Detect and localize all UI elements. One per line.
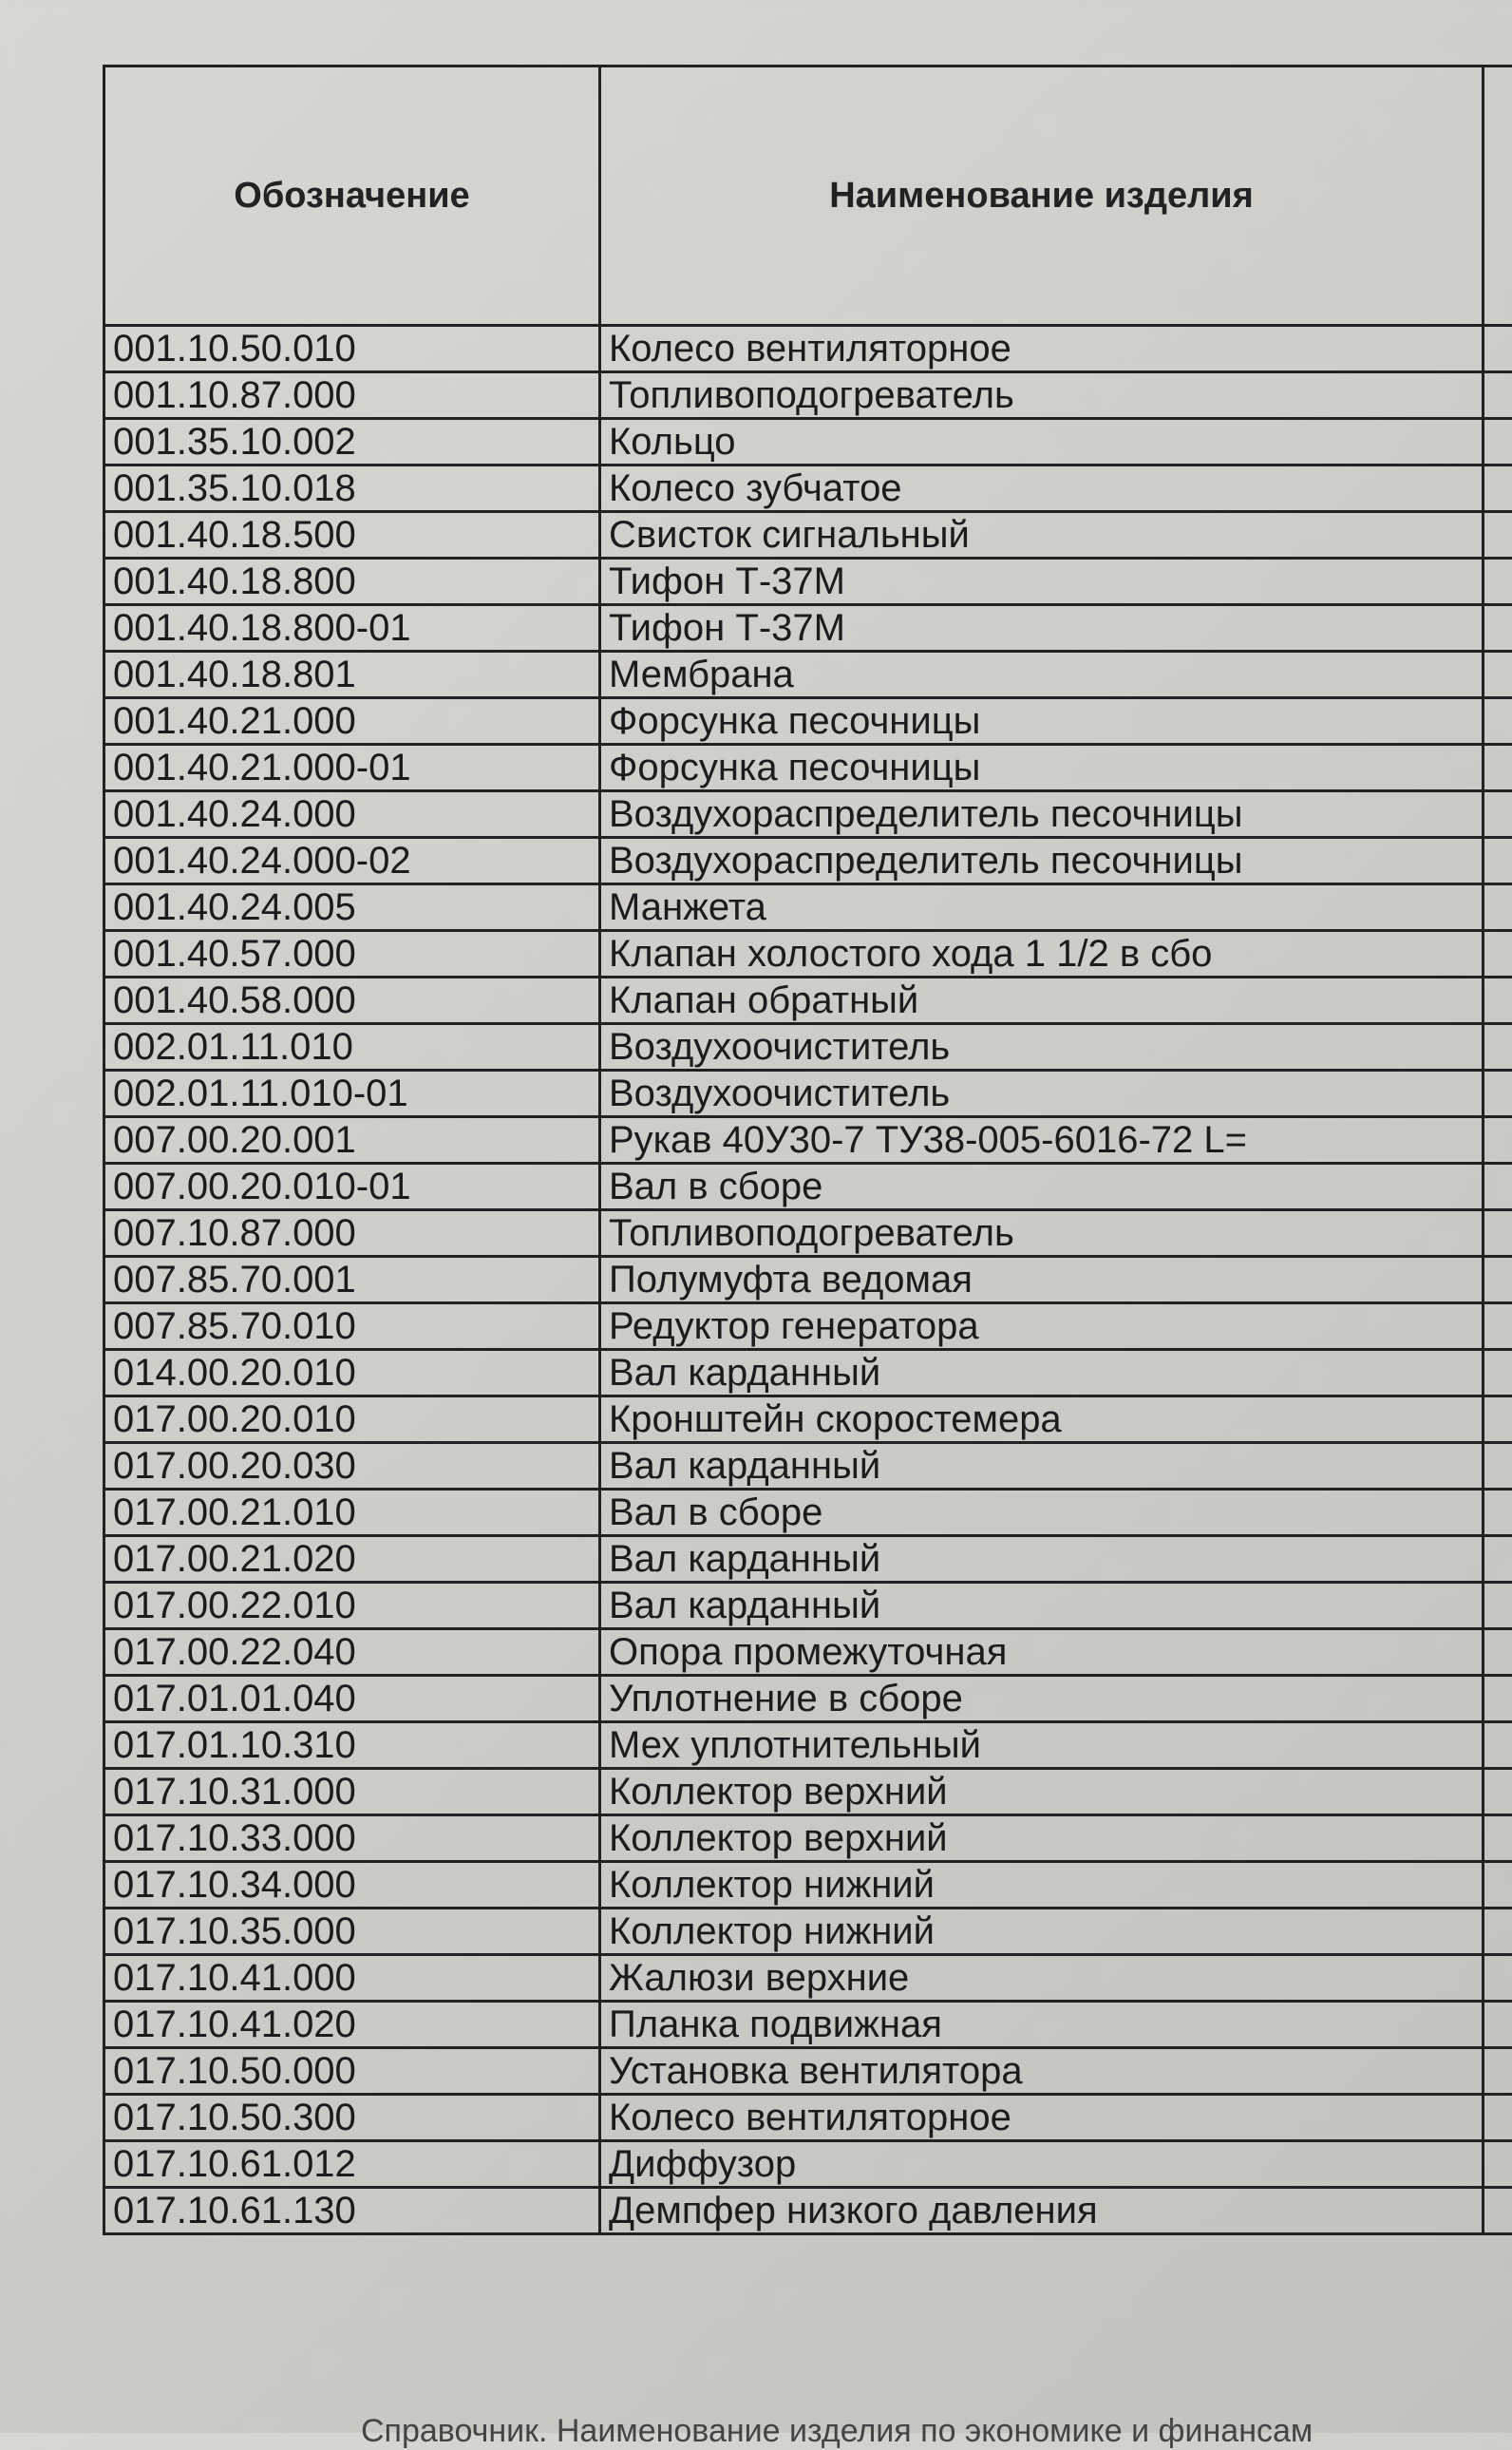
extra-cell [1484, 1536, 1512, 1583]
extra-cell [1484, 1583, 1512, 1629]
designation-cell: 001.40.18.801 [104, 652, 600, 698]
table-row [104, 465, 1512, 512]
extra-cell [1484, 1210, 1512, 1257]
product-name-cell: Форсунка песочницы [600, 698, 1484, 745]
table-row [104, 1117, 1512, 1164]
extra-cell [1484, 1722, 1512, 1769]
header-product-name: Наименование изделия [600, 66, 1484, 326]
designation-cell: 007.85.70.010 [104, 1303, 600, 1350]
extra-cell [1484, 465, 1512, 512]
extra-cell [1484, 2095, 1512, 2141]
parts-table [103, 65, 1512, 2235]
table-row [104, 2141, 1512, 2188]
extra-cell [1484, 2188, 1512, 2234]
table-row [104, 745, 1512, 791]
table-row [104, 1629, 1512, 1676]
product-name-cell: Топливоподогреватель [600, 372, 1484, 419]
table-row [104, 1583, 1512, 1629]
extra-cell [1484, 745, 1512, 791]
table-row [104, 1443, 1512, 1490]
designation-cell: 014.00.20.010 [104, 1350, 600, 1396]
designation-cell: 001.35.10.018 [104, 465, 600, 512]
product-name-cell: Диффузор [600, 2141, 1484, 2188]
extra-cell [1484, 605, 1512, 652]
extra-cell [1484, 1071, 1512, 1117]
extra-cell [1484, 791, 1512, 838]
table-row [104, 652, 1512, 698]
table-row [104, 1490, 1512, 1536]
table-row [104, 1303, 1512, 1350]
product-name-cell: Клапан обратный [600, 978, 1484, 1024]
product-name-cell: Мех уплотнительный [600, 1722, 1484, 1769]
table-row [104, 791, 1512, 838]
extra-cell [1484, 1257, 1512, 1303]
designation-cell: 001.35.10.002 [104, 419, 600, 465]
product-name-cell: Манжета [600, 884, 1484, 931]
product-name-cell: Воздухораспределитель песочницы [600, 838, 1484, 884]
extra-cell [1484, 1164, 1512, 1210]
product-name-cell: Воздухоочиститель [600, 1071, 1484, 1117]
designation-cell: 007.00.20.010-01 [104, 1164, 600, 1210]
header-row [104, 66, 1512, 326]
table-row [104, 372, 1512, 419]
designation-cell: 017.10.41.000 [104, 1955, 600, 2002]
table-row [104, 1815, 1512, 1862]
extra-cell [1484, 1350, 1512, 1396]
extra-cell [1484, 1117, 1512, 1164]
table-row [104, 1210, 1512, 1257]
designation-cell: 017.10.35.000 [104, 1909, 600, 1955]
product-name-cell: Кронштейн скоростемера [600, 1396, 1484, 1443]
designation-cell: 001.10.50.010 [104, 326, 600, 372]
product-name-cell: Колесо вентиляторное [600, 326, 1484, 372]
designation-cell: 007.00.20.001 [104, 1117, 600, 1164]
designation-cell: 017.01.10.310 [104, 1722, 600, 1769]
extra-cell [1484, 1676, 1512, 1722]
product-name-cell: Топливоподогреватель [600, 1210, 1484, 1257]
table-row [104, 419, 1512, 465]
table-row [104, 1909, 1512, 1955]
designation-cell: 001.40.21.000-01 [104, 745, 600, 791]
extra-cell [1484, 652, 1512, 698]
extra-cell [1484, 512, 1512, 559]
designation-cell: 017.10.33.000 [104, 1815, 600, 1862]
product-name-cell: Вал в сборе [600, 1490, 1484, 1536]
designation-cell: 017.01.01.040 [104, 1676, 600, 1722]
product-name-cell: Клапан холостого хода 1 1/2 в сбо [600, 931, 1484, 978]
designation-cell: 001.40.24.000 [104, 791, 600, 838]
designation-cell: 017.10.61.012 [104, 2141, 600, 2188]
table-row [104, 512, 1512, 559]
table-row [104, 838, 1512, 884]
table-row [104, 1071, 1512, 1117]
extra-cell [1484, 931, 1512, 978]
product-name-cell: Свисток сигнальный [600, 512, 1484, 559]
extra-cell [1484, 1303, 1512, 1350]
designation-cell: 001.40.24.000-02 [104, 838, 600, 884]
product-name-cell: Вал карданный [600, 1350, 1484, 1396]
designation-cell: 017.00.20.010 [104, 1396, 600, 1443]
table-header [104, 66, 1512, 326]
extra-cell [1484, 838, 1512, 884]
extra-cell [1484, 1443, 1512, 1490]
table-body [104, 326, 1512, 2234]
table-row [104, 1676, 1512, 1722]
extra-cell [1484, 419, 1512, 465]
extra-cell [1484, 884, 1512, 931]
product-name-cell: Форсунка песочницы [600, 745, 1484, 791]
table-row [104, 978, 1512, 1024]
extra-cell [1484, 1490, 1512, 1536]
table-row [104, 2095, 1512, 2141]
product-name-cell: Воздухоочиститель [600, 1024, 1484, 1071]
designation-cell: 017.10.50.300 [104, 2095, 600, 2141]
table-row [104, 1769, 1512, 1815]
product-name-cell: Вал в сборе [600, 1164, 1484, 1210]
product-name-cell: Вал карданный [600, 1583, 1484, 1629]
table-row [104, 1024, 1512, 1071]
table-row [104, 1862, 1512, 1909]
product-name-cell: Демпфер низкого давления [600, 2188, 1484, 2234]
product-name-cell: Рукав 40У30-7 ТУ38-005-6016-72 L= [600, 1117, 1484, 1164]
designation-cell: 017.10.61.130 [104, 2188, 600, 2234]
designation-cell: 001.40.18.800 [104, 559, 600, 605]
product-name-cell: Кольцо [600, 419, 1484, 465]
extra-cell [1484, 1024, 1512, 1071]
designation-cell: 001.10.87.000 [104, 372, 600, 419]
table-row [104, 698, 1512, 745]
extra-cell [1484, 559, 1512, 605]
product-name-cell: Вал карданный [600, 1443, 1484, 1490]
extra-cell [1484, 2141, 1512, 2188]
designation-cell: 017.00.21.020 [104, 1536, 600, 1583]
table-row [104, 1350, 1512, 1396]
product-name-cell: Колесо зубчатое [600, 465, 1484, 512]
designation-cell: 002.01.11.010-01 [104, 1071, 600, 1117]
extra-cell [1484, 1955, 1512, 2002]
table-row [104, 1164, 1512, 1210]
designation-cell: 001.40.21.000 [104, 698, 600, 745]
table-row [104, 884, 1512, 931]
product-name-cell: Тифон Т-37М [600, 605, 1484, 652]
extra-cell [1484, 1815, 1512, 1862]
header-designation: Обозначение [104, 66, 600, 326]
designation-cell: 002.01.11.010 [104, 1024, 600, 1071]
extra-cell [1484, 978, 1512, 1024]
designation-cell: 017.00.20.030 [104, 1443, 600, 1490]
table-row [104, 326, 1512, 372]
table-row [104, 1257, 1512, 1303]
designation-cell: 017.10.31.000 [104, 1769, 600, 1815]
extra-cell [1484, 2002, 1512, 2048]
product-name-cell: Мембрана [600, 652, 1484, 698]
table-row [104, 2002, 1512, 2048]
product-name-cell: Жалюзи верхние [600, 1955, 1484, 2002]
table-row [104, 559, 1512, 605]
designation-cell: 007.10.87.000 [104, 1210, 600, 1257]
product-name-cell: Тифон Т-37М [600, 559, 1484, 605]
table-row [104, 1536, 1512, 1583]
extra-cell [1484, 1862, 1512, 1909]
designation-cell: 017.10.34.000 [104, 1862, 600, 1909]
table-row [104, 1722, 1512, 1769]
product-name-cell: Уплотнение в сборе [600, 1676, 1484, 1722]
product-name-cell: Коллектор верхний [600, 1769, 1484, 1815]
extra-cell [1484, 1629, 1512, 1676]
designation-cell: 001.40.24.005 [104, 884, 600, 931]
designation-cell: 017.10.41.020 [104, 2002, 600, 2048]
table-row [104, 605, 1512, 652]
table-row [104, 1955, 1512, 2002]
extra-cell [1484, 698, 1512, 745]
table-row [104, 2048, 1512, 2095]
product-name-cell: Установка вентилятора [600, 2048, 1484, 2095]
table-row [104, 2188, 1512, 2234]
header-extra-column [1484, 66, 1512, 326]
designation-cell: 007.85.70.001 [104, 1257, 600, 1303]
product-name-cell: Коллектор нижний [600, 1862, 1484, 1909]
footer-caption: Справочник. Наименование изделия по экономике и финансам [361, 2413, 1313, 2450]
extra-cell [1484, 372, 1512, 419]
designation-cell: 017.00.22.010 [104, 1583, 600, 1629]
designation-cell: 017.10.50.000 [104, 2048, 600, 2095]
product-name-cell: Вал карданный [600, 1536, 1484, 1583]
designation-cell: 017.00.22.040 [104, 1629, 600, 1676]
extra-cell [1484, 326, 1512, 372]
product-name-cell: Воздухораспределитель песочницы [600, 791, 1484, 838]
product-name-cell: Коллектор верхний [600, 1815, 1484, 1862]
designation-cell: 001.40.58.000 [104, 978, 600, 1024]
designation-cell: 017.00.21.010 [104, 1490, 600, 1536]
extra-cell [1484, 1396, 1512, 1443]
product-name-cell: Редуктор генератора [600, 1303, 1484, 1350]
product-name-cell: Колесо вентиляторное [600, 2095, 1484, 2141]
product-name-cell: Планка подвижная [600, 2002, 1484, 2048]
product-name-cell: Опора промежуточная [600, 1629, 1484, 1676]
extra-cell [1484, 2048, 1512, 2095]
designation-cell: 001.40.57.000 [104, 931, 600, 978]
designation-cell: 001.40.18.500 [104, 512, 600, 559]
product-name-cell: Полумуфта ведомая [600, 1257, 1484, 1303]
table-row [104, 1396, 1512, 1443]
extra-cell [1484, 1769, 1512, 1815]
table-row [104, 931, 1512, 978]
product-name-cell: Коллектор нижний [600, 1909, 1484, 1955]
extra-cell [1484, 1909, 1512, 1955]
designation-cell: 001.40.18.800-01 [104, 605, 600, 652]
